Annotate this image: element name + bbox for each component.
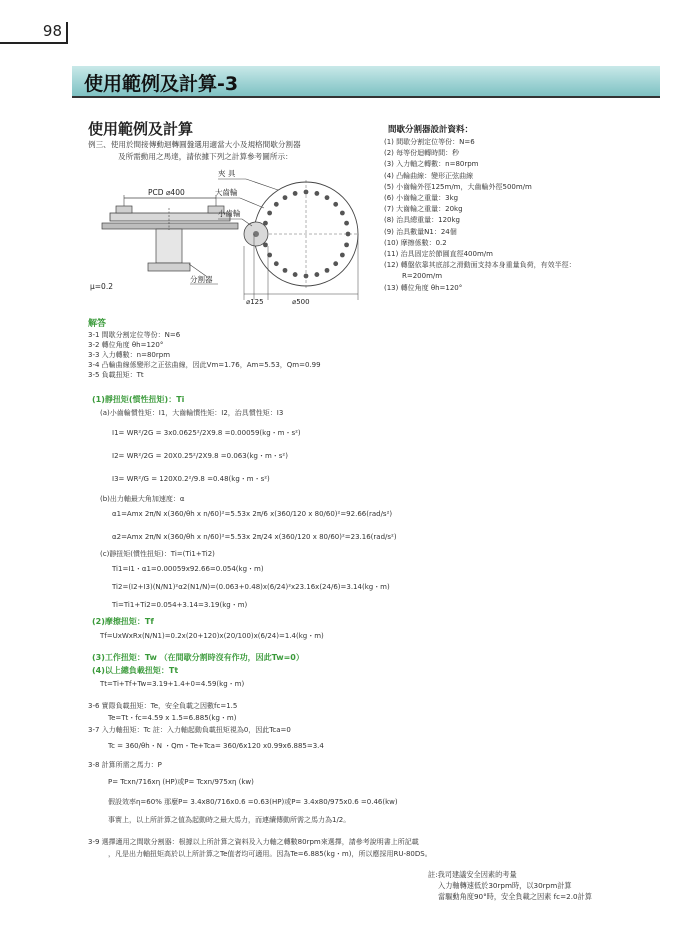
fixture-hole [283, 268, 288, 273]
safety-note [428, 869, 592, 902]
safety-note-line: 入力軸轉速低於30rpm時，以30rpm計算 [438, 881, 572, 890]
safety-note-line: 當驅動角度90°時，安全負載之因素 fc=2.0計算 [438, 892, 592, 901]
static-torque-title: (1)靜扭矩(慣性扭矩)：Ti [92, 395, 185, 404]
formula-ti2: Ti2=(I2+I3)(N/N1)²α2(N1/N)=(0.063+0.48)x(6/24)²x23.16x(24/6)=3.14(kg・m) [112, 583, 390, 591]
pcd-label: PCD ⌀400 [148, 188, 185, 197]
formula-tf: Tf=UxWxRx(N/N1)=0.2x(20+120)x(20/100)x(6/24)=1.4(kg・m) [100, 632, 324, 640]
example-line-2: 及所需動用之馬達，請依據下列之計算參考圖所示： [118, 152, 293, 161]
fixture-left [116, 206, 132, 213]
page-number-divider [66, 22, 68, 44]
section-title: 使用範例及計算-3 [84, 73, 239, 95]
fixture-hole [293, 191, 298, 196]
small-gear-leader [242, 219, 252, 226]
static-a-title: (a)小齒輪慣性矩：I1，大齒輪慣性矩：I2，治具慣性矩：I3 [100, 409, 284, 417]
answer-item: 3-4 凸輪曲線係變形之正弦曲線，因此Vm=1.76，Am=5.53，Qm=0.99 [88, 361, 321, 369]
static-b-title: (b)出力軸最大角加速度：α [100, 495, 185, 503]
design-item: (11) 治具固定於節圓直徑400m/m [384, 250, 493, 259]
fixture-hole [293, 272, 298, 277]
formula-i2: I2= WR²/2G = 20X0.25²/2X9.8 =0.063(kg・m・s²) [112, 452, 288, 460]
design-item: (10) 摩擦係數：0.2 [384, 238, 447, 247]
d500-label: ⌀500 [292, 298, 310, 306]
answer-title: 解答 [88, 319, 107, 329]
work-torque-title: (3)工作扭矩：Tw （在間歇分割時沒有作功，因此Tw=0） [92, 653, 304, 662]
divider-body [156, 229, 182, 263]
clamp-leader [246, 179, 278, 190]
small-gear-label: 小齒輪 [218, 209, 241, 218]
design-item: (3) 入力軸之轉數：n=80rpm [384, 160, 479, 169]
safety-note-title: 註:我司建議安全因素的考量 [428, 870, 517, 879]
design-item: (7) 大齒輪之重量：20kg [384, 205, 463, 214]
divider-label: 分割器 [190, 275, 213, 284]
answer-item: 3-2 轉位角度 θh=120° [88, 341, 164, 349]
formula-ti: Ti=Ti1+Ti2=0.054+3.14=3.19(kg・m) [112, 601, 248, 609]
design-item: (13) 轉位角度 θh=120° [384, 283, 463, 292]
step-3-8: 3-8 計算所需之馬力：P [88, 761, 162, 769]
friction-torque-title: (2)摩擦扭矩：Tf [92, 617, 154, 626]
large-gear-label: 大齒輪 [215, 188, 238, 197]
step-3-8-formula: P= Tcxn/716xη (HP)或P= Tcxn/975xη (kw) [108, 778, 254, 786]
step-3-6: 3-6 實際負載扭矩：Te，安全負載之因數fc=1.5 [88, 702, 238, 710]
formula-i3: I3= WR²/G = 120X0.2²/9.8 =0.48(kg・m・s²) [112, 475, 270, 483]
static-c-title: (c)靜扭矩(慣性扭矩)：Ti=(Ti1+Ti2) [100, 550, 215, 558]
formula-alpha2: α2=Amx 2π/N x(360/θh x n/60)²=5.53x 2π/24 x(360/120 x 80/60)²=23.16(rad/s²) [112, 533, 397, 541]
design-item: (2) 每等份迴轉時間：秒 [384, 149, 460, 158]
clamp-label: 夾 具 [218, 169, 236, 178]
design-item: R=200m/m [402, 272, 443, 281]
formula-tt: Tt=Ti+Tf+Tw=3.19+1.4+0=4.59(kg・m) [100, 680, 245, 688]
large-gear-leader [240, 198, 264, 208]
step-3-9-cont: ，凡是出力軸扭矩高於以上所計算之Te值者均可適用。因為Te=6.885(kg・m)，所以應採用RU-80DS。 [108, 850, 432, 858]
design-item: (1) 間歇分割定位等份：N=6 [384, 138, 475, 146]
formula-ti1: Ti1=I1・α1=0.00059x92.66=0.054(kg・m) [112, 565, 264, 573]
fixture-hole [283, 195, 288, 200]
step-3-7: 3-7 入力軸扭矩：Tc 註：入力軸起動負載扭矩視為0，因此Tca=0 [88, 726, 291, 734]
fixture-hole [325, 268, 330, 273]
turntable-diagram [88, 168, 388, 308]
answer-item: 3-5 負載扭矩：Tt [88, 371, 144, 379]
base-slide-surface [102, 223, 238, 229]
fixture-hole [333, 202, 338, 207]
design-item: (9) 治具數量N1：24個 [384, 227, 457, 236]
fixture-hole [344, 221, 349, 226]
example-line-1: 例三、使用於間接傳動迴轉圓盤選用適當大小及規格間歇分割器 [88, 140, 301, 149]
fixture-hole [344, 242, 349, 247]
fixture-hole [314, 272, 319, 277]
step-3-7-formula: Tc = 360/θh・N ・Qm・Te+Tca= 360/6x120 x0.99x6.885=3.4 [108, 742, 324, 750]
design-item: (4) 凸輪曲線：變形正弦曲線 [384, 171, 474, 180]
design-item: (6) 小齒輪之重量：3kg [384, 194, 459, 203]
fixture-hole [340, 253, 345, 258]
step-3-6-formula: Te=Tt・fc=4.59 x 1.5=6.885(kg・m) [108, 714, 237, 722]
page-number-rule [0, 42, 66, 44]
step-3-9: 3-9 選擇適用之間歇分割器：根據以上所計算之資料及入力軸之轉數80rpm來選擇，請參考說明書上所記載 [88, 838, 419, 846]
page-heading: 使用範例及計算 [88, 120, 194, 138]
design-data-title: 間歇分割器設計資料： [388, 125, 474, 135]
formula-i1: I1= WR²/2G = 3x0.0625²/2X9.8 =0.00059(kg・m・s²) [112, 429, 301, 437]
answer-list [88, 330, 321, 380]
fixture-hole [340, 211, 345, 216]
step-3-8-efficiency: 假設效率η=60% 那麼P= 3.4x80/716x0.6 =0.63(HP)或P= 3.4x80/975x0.6 =0.46(kw) [108, 798, 398, 806]
fixture-hole [274, 261, 279, 266]
design-item: (12) 轉盤依靠其底部之滑動面支持本身重量負荷，有效半徑： [384, 261, 576, 270]
fixture-hole [325, 195, 330, 200]
mu-label: μ=0.2 [90, 282, 113, 291]
design-data-list [384, 137, 576, 294]
fixture-hole [314, 191, 319, 196]
step-3-8-note: 事實上，以上所計算之值為起動時之最大馬力，而連續傳動所需之馬力為1/2。 [108, 816, 351, 824]
turntable-diagram-svg [88, 168, 388, 308]
design-item: (5) 小齒輪外徑125m/m，大齒輪外徑500m/m [384, 182, 532, 191]
fixture-hole [267, 211, 272, 216]
total-torque-title: (4)以上總負載扭矩：Tt [92, 666, 179, 675]
design-item: (8) 治具總重量：120kg [384, 216, 460, 225]
d125-label: ⌀125 [246, 298, 264, 306]
answer-item: 3-3 入力轉數：n=80rpm [88, 351, 171, 359]
turntable-plate [110, 213, 230, 221]
page-number: 98 [42, 22, 62, 40]
fixture-hole [274, 202, 279, 207]
formula-alpha1: α1=Amx 2π/N x(360/θh x n/60)²=5.53x 2π/6 x(360/120 x 80/60)²=92.66(rad/s²) [112, 510, 393, 518]
fixture-hole [333, 261, 338, 266]
divider-base [148, 263, 190, 271]
answer-item: 3-1 間歇分割定位等份：N=6 [88, 331, 181, 339]
